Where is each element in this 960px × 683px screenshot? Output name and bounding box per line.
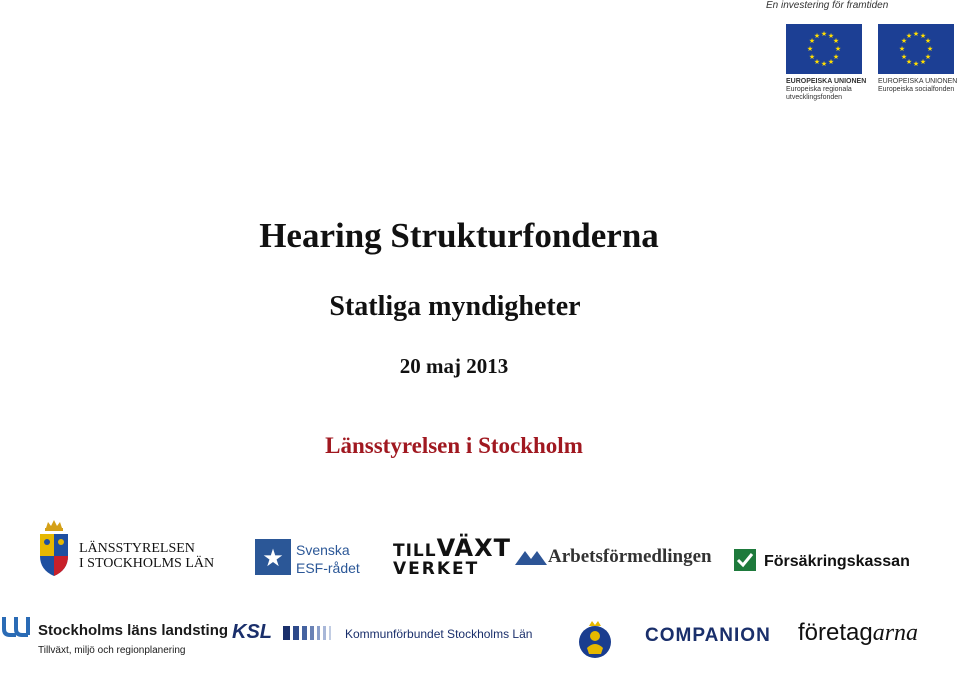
lansstyrelsen-logo-text [79, 541, 214, 571]
svg-text:★: ★ [919, 32, 927, 40]
svg-text:★: ★ [832, 53, 840, 61]
esf-logo-text [296, 541, 360, 577]
arbetsformedlingen-icon [515, 547, 547, 572]
tillvaxtverket-logo [393, 534, 511, 579]
svg-text:★: ★ [898, 45, 906, 53]
esf-star-icon [255, 539, 291, 580]
svg-text:★: ★ [900, 37, 908, 45]
svg-text:★: ★ [924, 53, 932, 61]
logo-part: TILL [393, 541, 437, 561]
svg-text:★: ★ [827, 32, 835, 40]
eu-caption-title: EUROPEISKA UNIONEN [878, 78, 958, 85]
slide-date: 20 maj 2013 [399, 354, 509, 378]
logo-part: arna [872, 620, 919, 646]
svg-text:★: ★ [900, 53, 908, 61]
logo-line: I STOCKHOLMS LÄN [79, 556, 215, 571]
forsakringskassan-icon [734, 549, 756, 576]
coat-of-arms-icon [38, 520, 70, 583]
svg-text:★: ★ [924, 37, 932, 45]
svg-text:★: ★ [813, 32, 821, 40]
svg-text:★: ★ [905, 58, 913, 66]
companion-logo-text: COMPANION [645, 625, 771, 646]
logo-line: ESF-rådet [296, 560, 360, 576]
eu-caption-title: EUROPEISKA UNIONEN [786, 78, 867, 85]
svg-text:★: ★ [808, 37, 816, 45]
svg-text:★: ★ [912, 60, 920, 68]
arbetsformedlingen-logo-text: Arbetsförmedlingen [548, 546, 712, 567]
sll-logo-text: Stockholms läns landsting [38, 622, 229, 639]
eu-flag-icon [878, 24, 954, 74]
logo-line: LÄNSSTYRELSEN [79, 541, 195, 556]
svg-text:★: ★ [827, 58, 835, 66]
svg-text:★: ★ [926, 45, 934, 53]
sll-logo-subtitle: Tillväxt, miljö och regionplanering [38, 645, 186, 656]
forsakringskassan-logo-text: Försäkringskassan [764, 553, 910, 570]
svg-text:★: ★ [820, 60, 828, 68]
sll-icon [2, 613, 36, 644]
logo-part: VÄXT [436, 534, 511, 562]
svg-text:★: ★ [834, 45, 842, 53]
logo-part: företag [798, 619, 873, 646]
svg-text:★: ★ [919, 58, 927, 66]
slide-subtitle: Statliga myndigheter [329, 291, 581, 322]
eu-flag-icon [786, 24, 862, 74]
svg-text:★: ★ [912, 30, 920, 38]
eu-caption-line: Europeiska socialfonden [878, 86, 955, 93]
svg-text:★: ★ [806, 45, 814, 53]
ksl-logo-abbr: KSL [232, 621, 272, 643]
ksl-bars-icon [283, 626, 341, 645]
svg-text:★: ★ [813, 58, 821, 66]
eu-caption-line: Europeiska regionala [786, 86, 852, 93]
logo-line: Svenska [296, 542, 350, 558]
svg-text:★: ★ [262, 544, 284, 572]
svg-text:★: ★ [832, 37, 840, 45]
slide-organization: Länsstyrelsen i Stockholm [325, 433, 583, 458]
eu-caption-regional [786, 78, 876, 102]
svg-text:★: ★ [820, 30, 828, 38]
slide-title: Hearing Strukturfonderna [259, 216, 659, 255]
logo-line: VERKET [393, 559, 480, 579]
svg-text:★: ★ [808, 53, 816, 61]
svg-text:★: ★ [905, 32, 913, 40]
stockholms-stad-seal-icon [558, 606, 632, 683]
foretagarna-logo [798, 619, 918, 647]
eu-tagline: En investering för framtiden [766, 0, 889, 11]
ksl-logo-text: Kommunförbundet Stockholms Län [345, 627, 533, 641]
eu-caption-line: utvecklingsfonden [786, 94, 843, 101]
eu-caption-social [878, 78, 960, 94]
